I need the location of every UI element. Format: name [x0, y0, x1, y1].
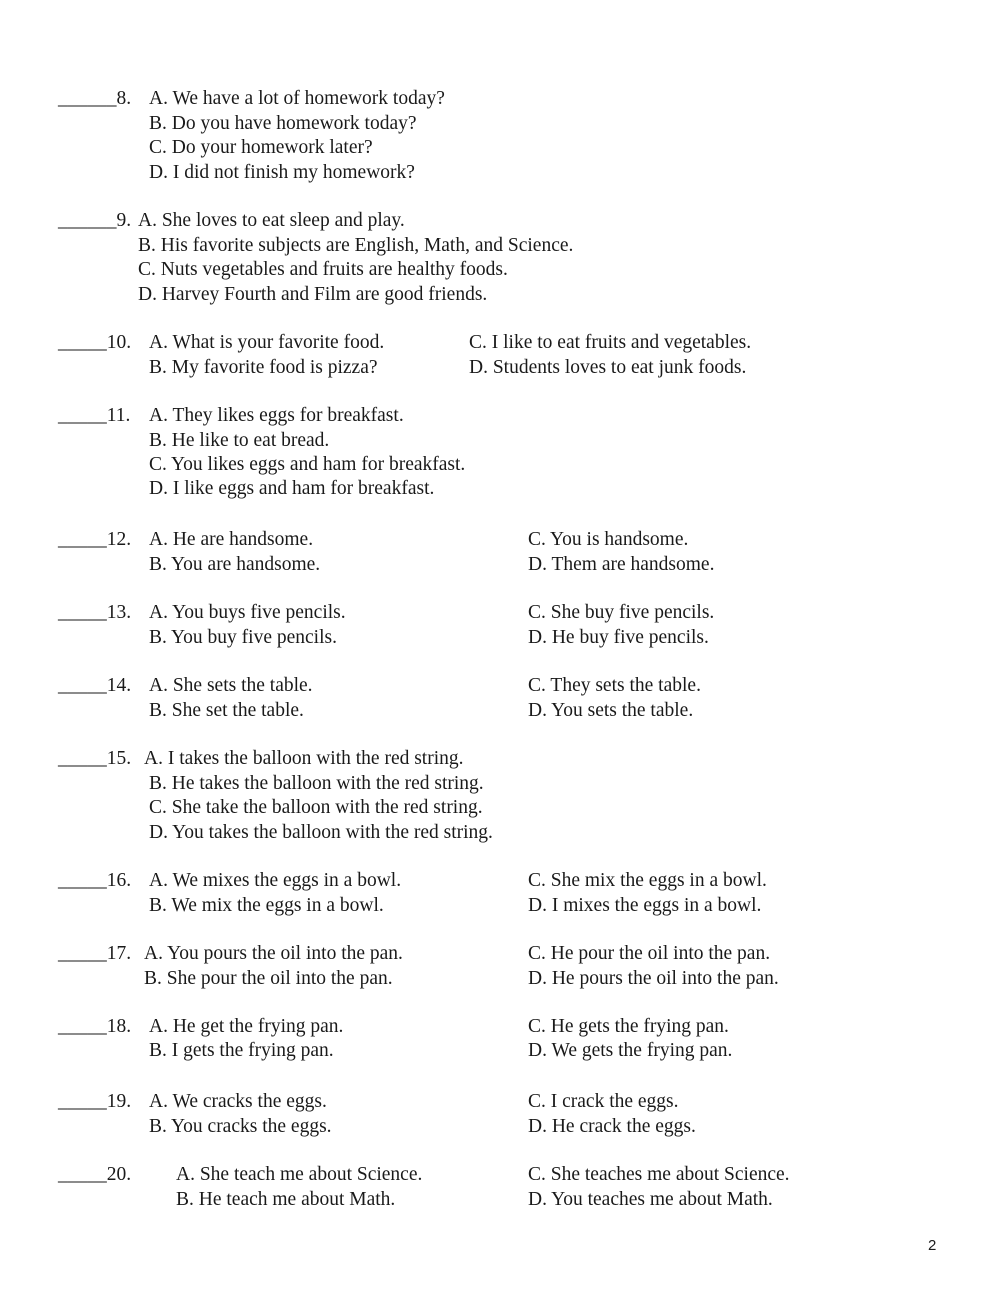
question-19-option-a: A. We cracks the eggs. — [149, 1091, 327, 1112]
question-18-option-d: D. We gets the frying pan. — [528, 1040, 733, 1061]
question-18-number: _____18. — [58, 1016, 132, 1037]
question-19-option-c: C. I crack the eggs. — [528, 1091, 679, 1112]
question-14-option-b: B. She set the table. — [149, 700, 304, 721]
question-20-number: _____20. — [58, 1164, 132, 1185]
question-11-option-c: C. You likes eggs and ham for breakfast. — [149, 454, 466, 475]
question-8-option-b: B. Do you have homework today? — [149, 113, 417, 134]
question-9-number: ______9. — [58, 210, 132, 231]
question-14-option-a: A. She sets the table. — [149, 675, 313, 696]
question-12-option-c: C. You is handsome. — [528, 529, 689, 550]
question-17-option-b: B. She pour the oil into the pan. — [144, 968, 393, 989]
question-9-option-c: C. Nuts vegetables and fruits are healthy foods. — [138, 259, 508, 280]
question-12-option-a: A. He are handsome. — [149, 529, 314, 550]
question-18-option-a: A. He get the frying pan. — [149, 1016, 344, 1037]
question-17-option-c: C. He pour the oil into the pan. — [528, 943, 771, 964]
question-18-option-b: B. I gets the frying pan. — [149, 1040, 334, 1061]
question-20-option-c: C. She teaches me about Science. — [528, 1164, 790, 1185]
question-17-option-a: A. You pours the oil into the pan. — [144, 943, 403, 964]
question-15-option-a: A. I takes the balloon with the red string. — [144, 748, 464, 769]
question-13-option-b: B. You buy five pencils. — [149, 627, 337, 648]
question-10-option-d: D. Students loves to eat junk foods. — [469, 357, 747, 378]
question-16-option-d: D. I mixes the eggs in a bowl. — [528, 895, 762, 916]
question-8-option-c: C. Do your homework later? — [149, 137, 373, 158]
question-11-option-b: B. He like to eat bread. — [149, 430, 330, 451]
question-16-option-b: B. We mix the eggs in a bowl. — [149, 895, 384, 916]
page-number: 2 — [928, 1237, 937, 1254]
question-15-option-d: D. You takes the balloon with the red string. — [149, 822, 493, 843]
question-16-option-a: A. We mixes the eggs in a bowl. — [149, 870, 402, 891]
question-14-option-d: D. You sets the table. — [528, 700, 694, 721]
question-13-number: _____13. — [58, 602, 132, 623]
question-20-option-a: A. She teach me about Science. — [176, 1164, 423, 1185]
question-14-option-c: C. They sets the table. — [528, 675, 701, 696]
question-8-number: ______8. — [58, 88, 132, 109]
question-13-option-a: A. You buys five pencils. — [149, 602, 346, 623]
question-17-number: _____17. — [58, 943, 132, 964]
question-9-option-a: A. She loves to eat sleep and play. — [138, 210, 405, 231]
question-13-option-d: D. He buy five pencils. — [528, 627, 709, 648]
question-15-option-c: C. She take the balloon with the red string. — [149, 797, 483, 818]
question-10-option-b: B. My favorite food is pizza? — [149, 357, 378, 378]
question-9-option-d: D. Harvey Fourth and Film are good friends. — [138, 284, 488, 305]
question-16-option-c: C. She mix the eggs in a bowl. — [528, 870, 767, 891]
question-12-option-b: B. You are handsome. — [149, 554, 321, 575]
question-19-option-b: B. You cracks the eggs. — [149, 1116, 332, 1137]
question-10-number: _____10. — [58, 332, 132, 353]
question-18-option-c: C. He gets the frying pan. — [528, 1016, 729, 1037]
question-14-number: _____14. — [58, 675, 132, 696]
question-8-option-d: D. I did not finish my homework? — [149, 162, 415, 183]
question-20-option-b: B. He teach me about Math. — [176, 1189, 396, 1210]
question-11-option-d: D. I like eggs and ham for breakfast. — [149, 478, 435, 499]
question-15-number: _____15. — [58, 748, 132, 769]
question-20-option-d: D. You teaches me about Math. — [528, 1189, 773, 1210]
question-12-number: _____12. — [58, 529, 132, 550]
question-17-option-d: D. He pours the oil into the pan. — [528, 968, 779, 989]
question-9-option-b: B. His favorite subjects are English, Math, and Science. — [138, 235, 574, 256]
question-11-option-a: A. They likes eggs for breakfast. — [149, 405, 404, 426]
question-15-option-b: B. He takes the balloon with the red string. — [149, 773, 484, 794]
question-8-option-a: A. We have a lot of homework today? — [149, 88, 445, 109]
question-10-option-c: C. I like to eat fruits and vegetables. — [469, 332, 752, 353]
question-13-option-c: C. She buy five pencils. — [528, 602, 715, 623]
question-16-number: _____16. — [58, 870, 132, 891]
question-12-option-d: D. Them are handsome. — [528, 554, 715, 575]
question-19-option-d: D. He crack the eggs. — [528, 1116, 696, 1137]
question-19-number: _____19. — [58, 1091, 132, 1112]
question-11-number: _____11. — [58, 405, 131, 426]
question-10-option-a: A. What is your favorite food. — [149, 332, 385, 353]
